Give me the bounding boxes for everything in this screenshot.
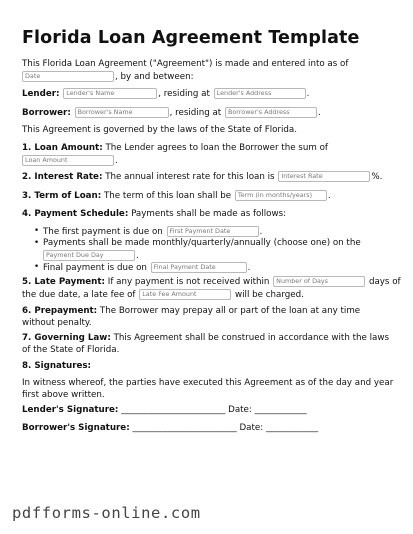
lender-date-blank[interactable]: ____________ <box>254 405 307 415</box>
final-payment-date-field[interactable]: Final Payment Date <box>151 262 247 273</box>
lender-residing-text: , residing at <box>158 89 210 99</box>
borrower-signature-label: Borrower's Signature: <box>22 423 130 433</box>
borrower-line <box>22 107 321 120</box>
section-interest-rate <box>22 171 382 184</box>
payment-due-day-field[interactable]: Payment Due Day <box>43 250 135 261</box>
final-payment-end: . <box>247 263 251 274</box>
list-item <box>34 262 361 274</box>
section-payment-schedule <box>22 209 286 221</box>
borrower-label: Borrower: <box>22 108 71 118</box>
first-payment-end: . <box>259 227 263 237</box>
late-payment-text3: the due date, a late fee of <box>22 289 136 300</box>
late-payment-text2: days of <box>368 277 401 287</box>
late-payment-text: If any payment is not received within <box>107 277 270 287</box>
lender-date-label: Date: <box>228 405 252 415</box>
prepayment-heading: 6. Prepayment: <box>22 306 98 316</box>
witness-text: In witness whereof, the parties have executed this Agreement as of the day and year first above written. <box>22 378 394 400</box>
first-payment-date-field[interactable]: First Payment Date <box>167 226 259 237</box>
borrower-date-label: Date: <box>239 423 264 433</box>
section-prepayment <box>22 306 394 329</box>
lender-end: . <box>306 89 310 99</box>
watermark: pdfforms-online.com <box>12 504 201 522</box>
payment-schedule-heading: 4. Payment Schedule: <box>22 209 129 219</box>
section-governing-law <box>22 333 394 356</box>
payment-schedule-text: Payments shall be made as follows: <box>131 209 287 219</box>
interest-rate-end: %. <box>371 172 383 182</box>
loan-amount-heading: 1. Loan Amount: <box>22 143 103 153</box>
intro-text: This Florida Loan Agreement ("Agreement") is made and entered into as of <box>22 59 349 69</box>
intro-text-after: , by and between: <box>115 71 194 82</box>
interest-rate-field[interactable]: Interest Rate <box>278 171 370 182</box>
term-field[interactable]: Term (in months/years) <box>235 190 327 201</box>
intro-paragraph <box>22 59 348 83</box>
document-title: Florida Loan Agreement Template <box>22 28 360 48</box>
term-end: . <box>327 191 331 201</box>
borrower-address-field[interactable]: Borrower's Address <box>225 107 317 118</box>
frequency-text: Payments shall be made monthly/quarterly/annually (choose one) on the <box>43 238 361 249</box>
loan-amount-text: The Lender agrees to loan the Borrower the sum of <box>105 143 328 153</box>
number-of-days-field[interactable]: Number of Days <box>273 276 365 287</box>
first-payment-text: The first payment is due on <box>43 227 163 237</box>
lender-signature-blank[interactable]: ________________________ <box>121 405 226 415</box>
prepayment-text: The Borrower may prepay all or part of the loan at any time without penalty. <box>22 306 361 328</box>
final-payment-text: Final payment is due on <box>43 263 147 274</box>
late-payment-text4: will be charged. <box>235 289 304 300</box>
borrower-end: . <box>317 108 321 118</box>
borrower-signature-line <box>22 423 318 435</box>
loan-amount-field[interactable]: Loan Amount <box>22 155 114 166</box>
list-item <box>34 238 361 249</box>
signatures-heading: 8. Signatures: <box>22 361 92 371</box>
section-term <box>22 190 331 203</box>
lender-signature-line <box>22 405 307 417</box>
borrower-date-blank[interactable]: ____________ <box>265 423 319 433</box>
section-late-payment <box>22 276 401 301</box>
late-payment-heading: 5. Late Payment: <box>22 277 105 287</box>
lender-label: Lender: <box>22 89 60 99</box>
date-field[interactable]: Date <box>22 71 114 82</box>
lender-signature-label: Lender's Signature: <box>22 405 119 415</box>
term-heading: 3. Term of Loan: <box>22 191 102 201</box>
borrower-signature-blank[interactable]: ________________________ <box>132 423 237 433</box>
section-signatures <box>22 361 91 373</box>
term-text: The term of this loan shall be <box>103 191 232 201</box>
section-loan-amount <box>22 143 328 167</box>
interest-rate-heading: 2. Interest Rate: <box>22 172 103 182</box>
governed-text: This Agreement is governed by the laws of the State of Florida. <box>22 125 298 135</box>
governing-law-text: This Agreement shall be construed in accordance with the laws of the State of Florida. <box>22 333 389 355</box>
lender-line <box>22 88 309 101</box>
borrower-residing-text: , residing at <box>169 108 222 118</box>
governing-law-heading: 7. Governing Law: <box>22 333 111 343</box>
payment-schedule-list <box>34 226 361 275</box>
list-item <box>34 226 361 238</box>
lender-name-field[interactable]: Lender's Name <box>63 88 157 99</box>
loan-amount-end: . <box>115 155 118 166</box>
lender-address-field[interactable]: Lender's Address <box>214 88 306 99</box>
due-day-end: . <box>136 250 139 261</box>
late-fee-amount-field[interactable]: Late Fee Amount <box>139 289 231 300</box>
borrower-name-field[interactable]: Borrower's Name <box>75 107 169 118</box>
interest-rate-text: The annual interest rate for this loan is <box>105 172 275 182</box>
due-day-line <box>34 250 361 262</box>
